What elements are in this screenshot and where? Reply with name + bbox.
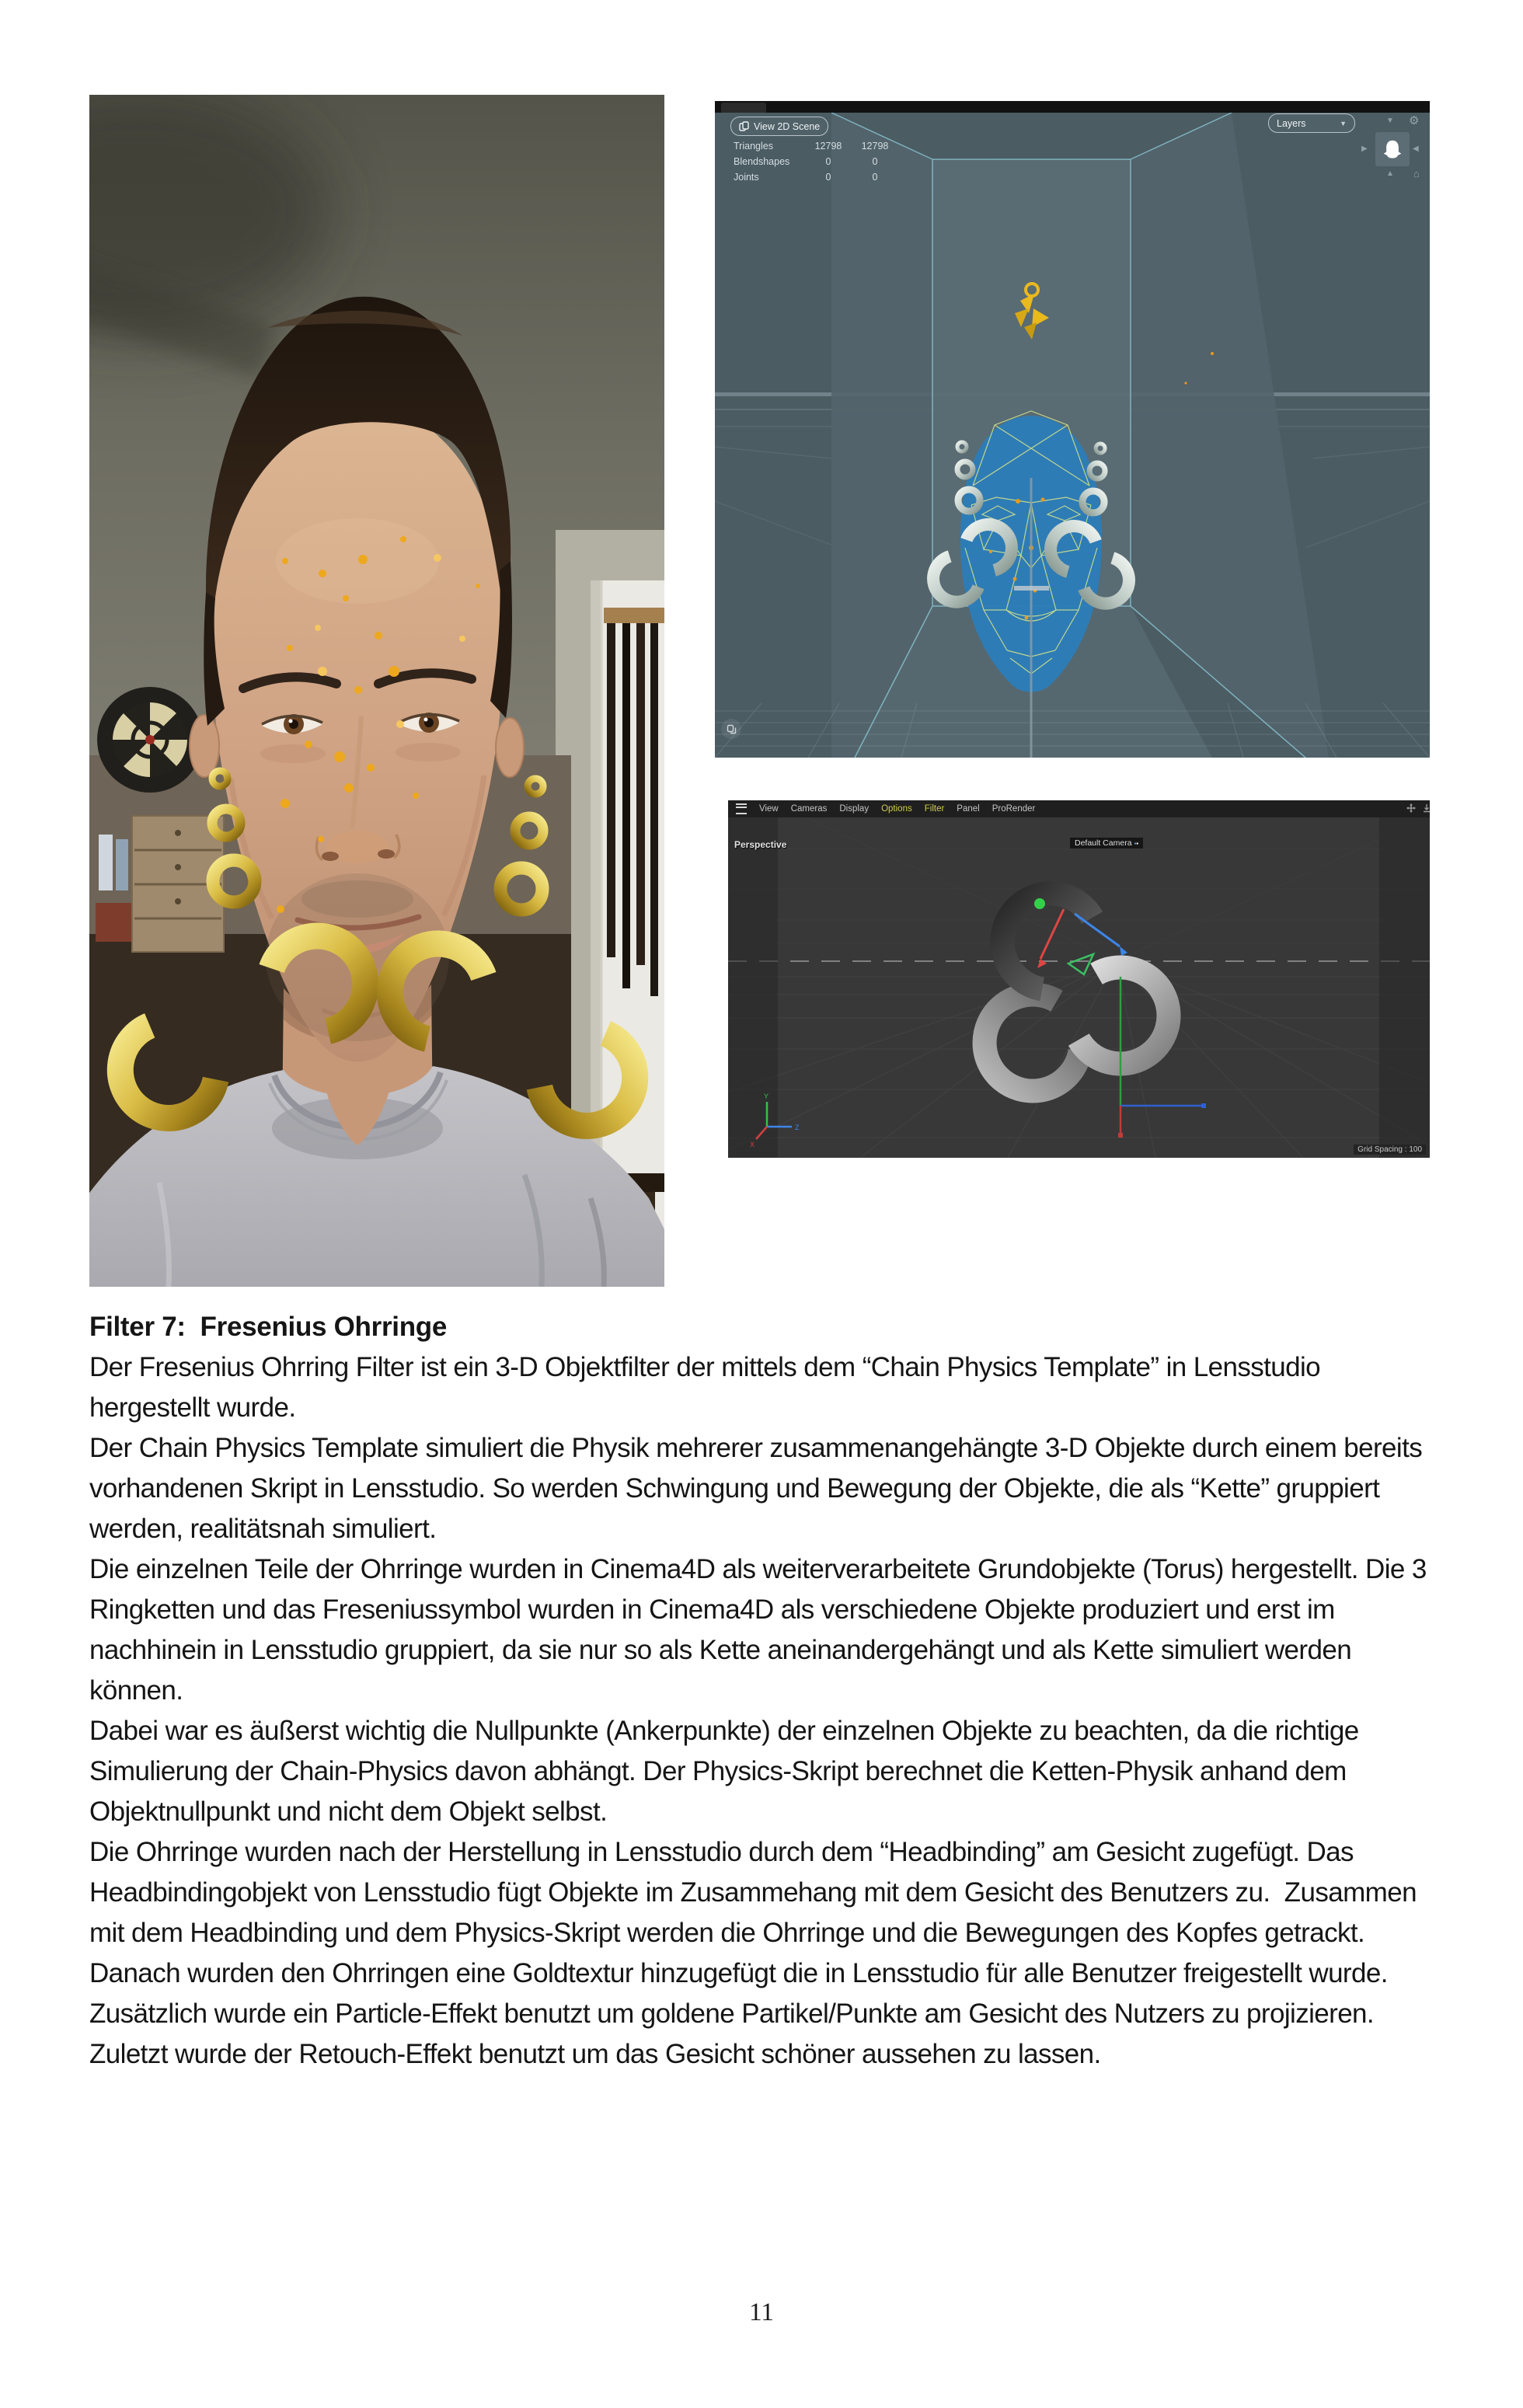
center-guide-line — [1030, 478, 1033, 758]
y-axis-handle[interactable] — [1034, 898, 1045, 909]
safe-frame-left — [728, 817, 778, 1158]
lens-studio-3d-scene — [715, 113, 1430, 758]
paragraph: Danach wurden den Ohrringen eine Goldtextur hinzugefügt die in Lensstudio für alle Benutzer freigestellt wurde. Zusätzlich wurde ein Particle-Effekt benutzt um goldene Partikel/Punkte am Gesicht des Nutzers zu projizieren. — [89, 1958, 1395, 2029]
lens-studio-tab[interactable] — [721, 103, 766, 113]
stat-label: Triangles — [734, 141, 773, 152]
menu-prorender[interactable]: ProRender — [992, 804, 1036, 814]
article-text — [89, 1307, 1438, 2075]
hanging-strap — [636, 623, 645, 965]
arrow-right-icon[interactable]: ▶ — [1361, 145, 1368, 153]
view-2d-scene-button[interactable] — [730, 117, 828, 136]
viewport-name-label[interactable]: Perspective — [734, 839, 787, 850]
menu-view[interactable]: View — [759, 804, 779, 814]
selfie-photo-with-ar-earrings — [89, 95, 664, 1287]
pan-view-icon[interactable] — [1406, 803, 1416, 813]
cinema4d-scene — [728, 817, 1430, 1158]
camera-dot-icon: ▪ — [1134, 840, 1137, 847]
stat-row-blendshapes — [734, 154, 920, 169]
scene-cards-icon — [739, 121, 749, 131]
paragraph: Zuletzt wurde der Retouch-Effekt benutzt um das Gesicht schöner aussehen zu lassen. — [89, 2039, 1101, 2069]
axis-label-x: X — [750, 1141, 755, 1148]
arrow-left-icon[interactable]: ◀ — [1413, 145, 1419, 153]
nostril — [322, 852, 339, 861]
layers-dropdown[interactable] — [1268, 113, 1355, 133]
stat-value: 12798 — [861, 141, 889, 152]
menu-display[interactable]: Display — [839, 804, 870, 814]
axis-label-z: Z — [795, 1124, 800, 1131]
book — [99, 835, 113, 890]
page-number: 11 — [749, 2298, 774, 2326]
stat-value: 12798 — [814, 141, 842, 152]
dolly-view-icon[interactable] — [1422, 803, 1430, 813]
menu-cameras[interactable]: Cameras — [790, 804, 828, 814]
menu-options[interactable]: Options — [881, 804, 912, 814]
stat-row-joints — [734, 169, 920, 185]
safe-frame-right — [1379, 817, 1430, 1158]
arrow-down-icon[interactable]: ▼ — [1386, 117, 1394, 125]
under-eye-shade — [396, 743, 461, 761]
viewport-overlay-button[interactable] — [721, 719, 741, 739]
gear-icon[interactable]: ⚙ — [1409, 114, 1420, 127]
cinema4d-viewport-menubar — [728, 800, 1430, 817]
stat-value: 0 — [872, 172, 878, 183]
camera-dot-icon: ▪ — [1136, 840, 1139, 847]
paragraph: Die einzelnen Teile der Ohrringe wurden in Cinema4D als weiterverarbeitete Grundobjekte (Torus) hergestellt. Die 3 Ringketten und das Freseniussymbol wurden in Cinema4D als verschiedene Objekte produziert und erst im nachhinein in Lensstudio gruppiert, da sie nur so als Kette aneinandergehängt und als Kette simuliert werden können. — [89, 1554, 1434, 1706]
left-ear — [190, 715, 219, 777]
nostril — [378, 849, 395, 859]
lens-studio-screenshot — [715, 101, 1430, 758]
mustache-stubble — [301, 880, 413, 918]
hanging-strap — [622, 623, 630, 988]
coat-rack-rail — [604, 608, 664, 623]
paragraph: Der Chain Physics Template simuliert die Physik mehrerer zusammenangehängte 3-D Objekte durch einem bereits vorhandenen Skript in Lensstudio. So werden Schwingung und Bewegung der Objekte, die als “Kette” gruppiert werden, realitätsnah simuliert. — [89, 1433, 1430, 1544]
right-ear — [496, 718, 524, 777]
arrow-up-icon[interactable]: ▲ — [1386, 169, 1394, 178]
hamburger-menu-icon[interactable] — [736, 803, 747, 814]
lens-studio-top-bar — [715, 101, 1430, 113]
paragraph: Die Ohrringe wurden nach der Herstellung in Lensstudio durch dem “Headbinding” am Gesicht zugefügt. Das Headbindingobjekt von Lensstudio fügt Objekte im Zusammehang mit dem Gesicht des Benutzers zu. Zusammen mit dem Headbinding und dem Physics-Skript werden die Ohrringe und die Bewegungen des Kopfes getrackt. — [89, 1837, 1424, 1948]
stat-value: 0 — [825, 172, 831, 183]
chevron-down-icon: ▼ — [1340, 119, 1347, 127]
layered-squares-icon — [727, 724, 737, 734]
stat-label: Blendshapes — [734, 156, 790, 167]
forehead-highlight — [276, 518, 439, 604]
cinema4d-viewport — [728, 817, 1430, 1158]
menu-filter[interactable]: Filter — [924, 804, 945, 814]
axis-label-y: Y — [764, 1092, 769, 1100]
book — [116, 839, 128, 890]
camera-name-label[interactable] — [1070, 838, 1143, 849]
cinema4d-screenshot — [728, 800, 1430, 1158]
stat-row-triangles — [734, 138, 920, 154]
stat-value: 0 — [872, 156, 878, 167]
layers-label: Layers — [1277, 117, 1306, 129]
under-eye-shade — [260, 744, 326, 763]
paragraph: Der Fresenius Ohrring Filter ist ein 3-D Objektfilter der mittels dem “Chain Physics Template” in Lensstudio hergestellt wurde. — [89, 1352, 1328, 1423]
page-title: Filter 7: Fresenius Ohrringe — [89, 1312, 448, 1342]
scene-stats — [734, 138, 920, 185]
stat-label: Joints — [734, 172, 759, 183]
selfie-photo-canvas — [89, 95, 664, 1287]
hanging-strap — [650, 623, 658, 996]
dartboard — [97, 687, 203, 793]
grid-spacing-label: Grid Spacing : 100 — [1354, 1145, 1426, 1155]
stat-value: 0 — [825, 156, 831, 167]
snapchat-preview-tile[interactable] — [1375, 132, 1410, 166]
hanging-strap — [607, 623, 615, 957]
home-icon[interactable]: ⌂ — [1413, 168, 1420, 179]
snapchat-ghost-icon — [1381, 138, 1404, 161]
paragraph: Dabei war es äußerst wichtig die Nullpunkte (Ankerpunkte) der einzelnen Objekte zu beachten, da die richtige Simulierung der Chain-Physics davon abhängt. Der Physics-Skript berechnet die Ketten-Physik anhand dem Objektnullpunkt und nicht dem Objekt selbst. — [89, 1716, 1366, 1827]
view-2d-scene-label: View 2D Scene — [754, 120, 821, 132]
camera-name-text: Default Camera — [1075, 838, 1132, 848]
menu-panel[interactable]: Panel — [957, 804, 980, 814]
